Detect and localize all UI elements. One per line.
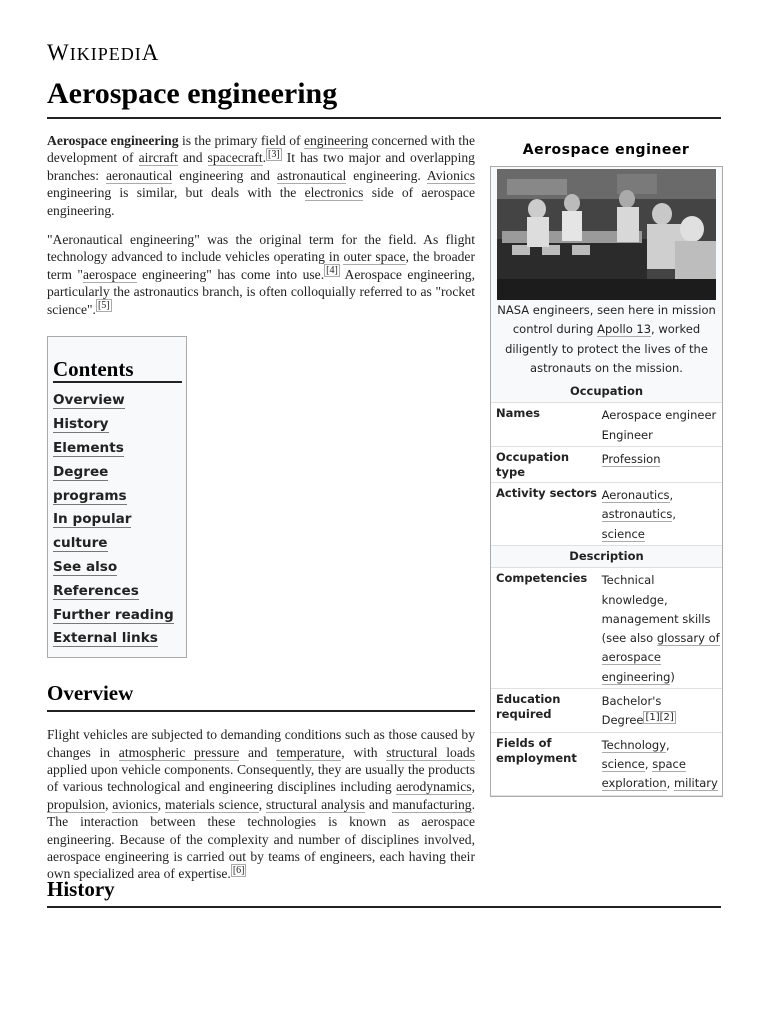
text-run: side of aerospace engineering. xyxy=(47,185,475,218)
inline-link[interactable]: astronautics xyxy=(601,507,673,522)
infobox-row xyxy=(491,733,722,796)
text-run: , xyxy=(669,488,674,503)
toc-item-degree-programs[interactable] xyxy=(53,461,182,509)
text-run: , xyxy=(471,779,475,795)
toc-item-label: Overview xyxy=(53,392,125,409)
text-run: "Aeronautical engineering" was the original term for the field. As flight technology advanced to include vehicles operating in xyxy=(47,232,475,265)
text-run: , xyxy=(666,776,674,791)
inline-link[interactable]: military xyxy=(673,776,718,791)
inline-link[interactable]: structural analysis xyxy=(265,796,365,812)
inline-link[interactable]: electronics xyxy=(304,185,364,201)
text-run: and xyxy=(177,150,208,166)
inline-link[interactable]: outer space xyxy=(343,249,406,265)
inline-link[interactable]: engineering xyxy=(303,133,369,148)
infobox-row xyxy=(491,403,722,447)
text-run: Aerospace engineering, particularly the astronautics branch, is often colloquially referred to as "rocket science". xyxy=(47,266,475,317)
toc-item-external-links[interactable] xyxy=(53,627,182,651)
text-run: Aerospace engineer xyxy=(601,408,717,423)
section-heading-history: History xyxy=(47,876,721,908)
inline-link[interactable]: propulsion xyxy=(47,796,106,812)
infobox-label: Occupation type xyxy=(496,450,570,480)
text-run: , xyxy=(672,507,676,522)
inline-link[interactable]: science xyxy=(601,756,645,771)
intro-paragraph-2 xyxy=(47,231,475,318)
toc-item-overview[interactable] xyxy=(53,389,182,413)
inline-link[interactable]: atmospheric pressure xyxy=(118,744,240,760)
infobox-label: Fields of employment xyxy=(496,735,577,765)
inline-link[interactable]: astronautical xyxy=(276,167,347,183)
text-run: is the primary field of xyxy=(178,133,304,148)
toc-item-label: References xyxy=(53,582,139,599)
citation-ref[interactable]: [6] xyxy=(232,864,245,876)
toc-title: Contents xyxy=(53,361,182,383)
infobox-label: Activity sectors xyxy=(496,486,597,501)
overview-paragraph xyxy=(47,726,475,883)
text-run: NASA engineers, seen here in mission control during xyxy=(497,303,716,337)
infobox-value xyxy=(598,404,722,446)
text-run: , the broader term " xyxy=(47,249,475,282)
citation-ref[interactable]: [4] xyxy=(326,265,338,277)
table-of-contents xyxy=(47,336,187,658)
inline-link[interactable]: avionics xyxy=(112,796,158,812)
infobox xyxy=(490,166,723,797)
toc-item-label: Elements xyxy=(53,440,124,457)
page-title: Aerospace engineering xyxy=(47,77,721,119)
infobox-row xyxy=(491,483,722,546)
text-run: engineering" has come into use. xyxy=(136,266,325,282)
infobox-row xyxy=(491,568,722,689)
infobox-label: Names xyxy=(496,406,541,421)
infobox-title: Aerospace engineer xyxy=(522,142,690,158)
citation-ref[interactable]: [1][2] xyxy=(645,711,674,723)
toc-item-label: External links xyxy=(53,630,158,647)
text-run: , xyxy=(666,737,670,752)
intro-paragraph-1 xyxy=(47,132,475,219)
text-run: and xyxy=(364,796,393,812)
text-run: . The interaction between these technologies is known as aerospace engineering. Because of the complexity and number of disciplines involved, aerospace engineering is carried out by teams of engineers, each having their own specialized area of expertise. xyxy=(47,796,475,882)
infobox-value xyxy=(598,448,722,482)
infobox-value xyxy=(598,690,722,732)
text-run: , with xyxy=(341,744,387,760)
inline-link[interactable]: aerospace xyxy=(82,266,137,282)
inline-link[interactable]: Apollo 13 xyxy=(597,322,652,337)
infobox-description-header: Description xyxy=(491,546,722,568)
mission-control-photo[interactable] xyxy=(497,169,716,300)
photo-caption xyxy=(491,300,722,381)
text-run: It has two major and overlapping branches: xyxy=(47,150,475,183)
text-run: engineering is similar, but deals with the xyxy=(47,185,305,201)
text-run: Bachelor's Degree xyxy=(601,694,662,728)
inline-link[interactable]: aircraft xyxy=(138,150,178,166)
toc-item-label: See also xyxy=(53,559,118,576)
inline-link[interactable]: space exploration xyxy=(601,756,686,791)
description-rows xyxy=(491,568,722,795)
inline-link[interactable]: science xyxy=(601,526,645,541)
toc-item-history[interactable] xyxy=(53,413,182,437)
wordmark-text: WIKIPEDIA xyxy=(47,40,160,65)
toc-item-elements[interactable] xyxy=(53,437,182,461)
text-run: , worked diligently to protect the lives of the astronauts on the mission. xyxy=(505,322,708,375)
text-run: . xyxy=(262,150,267,166)
toc-list xyxy=(53,389,182,651)
text-run: , xyxy=(258,796,266,812)
inline-link[interactable]: aeronautical xyxy=(105,167,173,183)
section-heading-overview: Overview xyxy=(47,680,475,712)
text-run: concerned with the development of xyxy=(47,133,475,166)
text-run: Technical knowledge, management skills (see also xyxy=(601,573,711,646)
inline-link[interactable]: Profession xyxy=(601,452,661,467)
toc-item-label: Further reading xyxy=(53,606,174,623)
article-body xyxy=(47,132,475,895)
toc-item-references[interactable] xyxy=(53,580,182,604)
toc-item-label: In popular culture xyxy=(53,511,132,552)
toc-item-in-popular-culture[interactable] xyxy=(53,508,182,556)
text-run: Engineer xyxy=(601,427,653,442)
infobox-label: Education required xyxy=(496,692,561,722)
infobox-label: Competencies xyxy=(496,571,588,586)
toc-item-see-also[interactable] xyxy=(53,556,182,580)
infobox-row xyxy=(491,447,722,483)
inline-link[interactable]: Avionics xyxy=(426,167,475,183)
text-run: engineering and xyxy=(172,167,277,183)
infobox-value xyxy=(598,734,722,795)
inline-link[interactable]: Technology xyxy=(601,737,667,752)
text-run: , xyxy=(105,796,113,812)
inline-link[interactable]: manufacturing xyxy=(392,796,472,812)
inline-link[interactable]: aerodynamics xyxy=(396,779,472,795)
inline-link[interactable]: spacecraft xyxy=(207,150,263,166)
photo-illustration xyxy=(497,169,716,300)
infobox-occupation-header: Occupation xyxy=(491,381,722,403)
inline-link[interactable]: materials science xyxy=(165,796,259,812)
text-run: applied upon vehicle components. Consequently, they are usually the products of various technological and engineering disciplines including xyxy=(47,762,475,795)
inline-link[interactable]: glossary of aerospace engineering xyxy=(601,631,720,684)
occupation-rows xyxy=(491,403,722,545)
citation-ref[interactable]: [5] xyxy=(97,300,110,312)
text-run: , xyxy=(644,756,653,771)
toc-item-label: History xyxy=(53,416,109,433)
inline-link[interactable]: structural loads xyxy=(386,744,475,760)
infobox-value xyxy=(598,569,722,688)
toc-item-further-reading[interactable] xyxy=(53,604,182,628)
wikipedia-wordmark[interactable] xyxy=(47,40,159,66)
inline-link[interactable]: Aeronautics xyxy=(601,488,670,503)
citation-ref[interactable]: [3] xyxy=(268,148,280,160)
text-run: Flight vehicles are subjected to demanding conditions such as those caused by changes in xyxy=(47,727,475,760)
toc-item-label: Degree programs xyxy=(53,463,127,504)
inline-link[interactable]: temperature xyxy=(276,744,342,760)
infobox-row xyxy=(491,689,722,733)
bold-term: Aerospace engineering xyxy=(47,133,179,148)
infobox-value xyxy=(598,484,722,545)
text-run: , xyxy=(157,796,165,812)
text-run: ) xyxy=(670,669,675,684)
text-run: and xyxy=(239,744,277,760)
text-run: engineering. xyxy=(346,167,427,183)
